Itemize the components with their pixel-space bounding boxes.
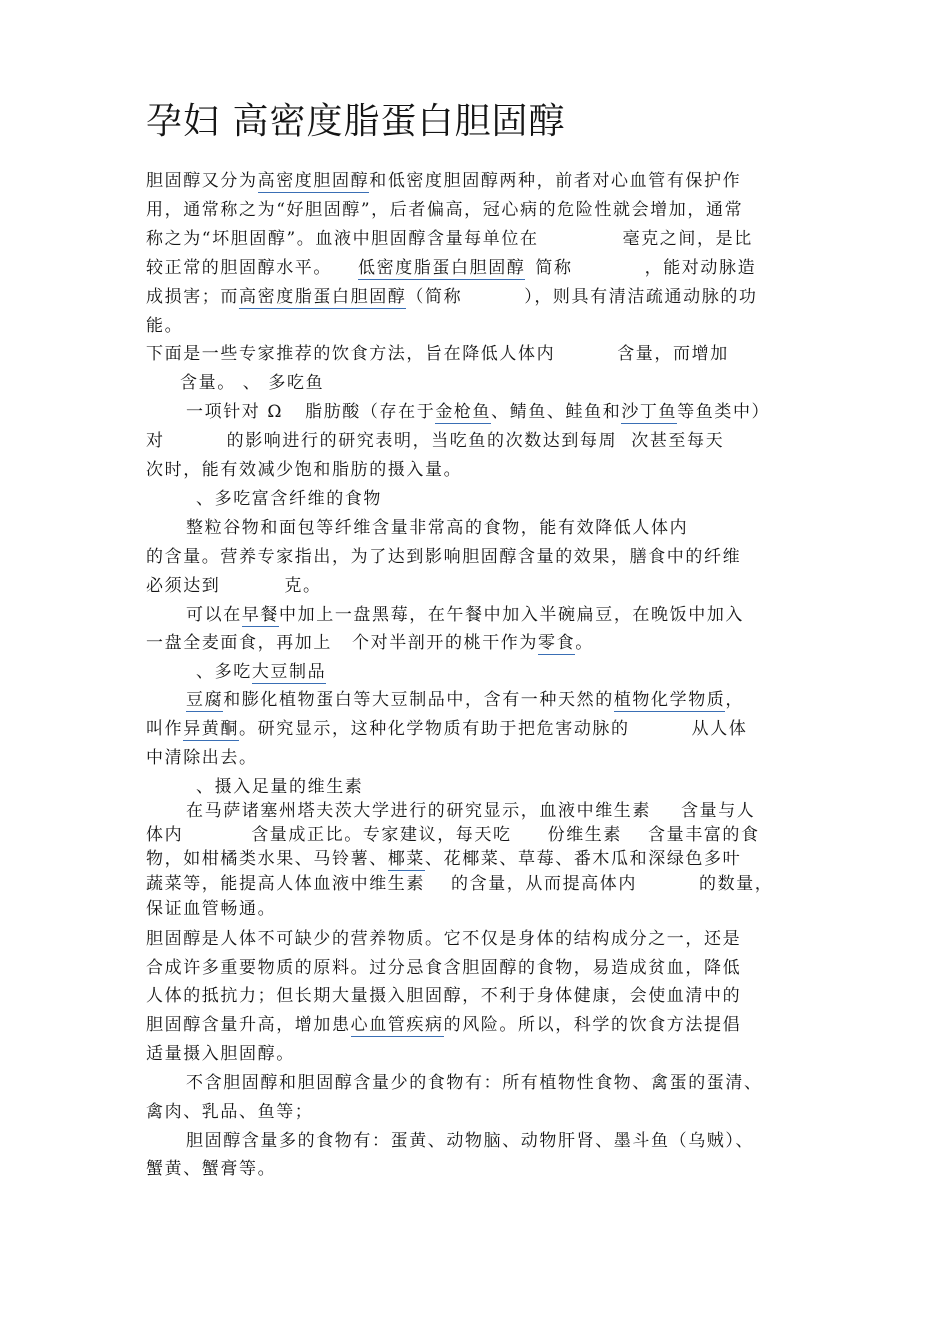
text: 较正常的胆固醇水平。: [146, 258, 332, 278]
section-heading: [196, 661, 860, 683]
paragraph-line: 禽肉、乳品、鱼等；: [146, 1102, 314, 1122]
text: 的影响进行的研究表明，当吃鱼的次数达到每周: [226, 431, 618, 451]
paragraph-line: 的含量。营养专家指出，为了达到影响胆固醇含量的效果，膳食中的纤维: [146, 547, 742, 567]
text: 胆固醇含量升高，增加患: [146, 1015, 351, 1035]
link-cardiovascular-disease[interactable]: 心血管疾病: [350, 1015, 444, 1035]
text: ，: [725, 690, 745, 710]
text: 、多吃: [196, 662, 252, 682]
paragraph-line: 中清除出去。: [146, 748, 258, 768]
paragraph-line: 合成许多重要物质的原料。过分忌食含胆固醇的食物，易造成贫血，降低: [146, 958, 742, 978]
text: （简称: [406, 287, 463, 307]
link-high-density-cholesterol[interactable]: 高密度胆固醇: [257, 171, 370, 191]
text: 份维生素: [547, 825, 623, 845]
text: 一项针对 Ω: [186, 402, 284, 422]
text: 、鲭鱼、鲑鱼和: [491, 402, 622, 422]
paragraph-line: 能。: [146, 316, 184, 336]
text: ，能对动脉造: [644, 258, 757, 278]
text: 的数量，: [699, 874, 774, 894]
paragraph-line: 整粒谷物和面包等纤维含量非常高的食物，能有效降低人体内: [186, 518, 689, 538]
text: 中加上一盘黑莓，在午餐中加入半碗扁豆，在晚饭中加入: [279, 605, 745, 625]
paragraph-line: [186, 401, 850, 423]
text: 从人体: [691, 719, 748, 739]
link-tofu[interactable]: 豆腐: [186, 690, 224, 710]
paragraph-line: 次时，能有效减少饱和脂肪的摄入量。: [146, 460, 463, 480]
link-sardine[interactable]: 沙丁鱼: [621, 402, 678, 422]
text: 含量丰富的食: [648, 825, 760, 845]
paragraph-line: [146, 430, 810, 452]
paragraph-line: [146, 170, 810, 192]
paragraph-line: 胆固醇是人体不可缺少的营养物质。它不仅是身体的结构成分之一，还是: [146, 929, 742, 949]
link-cabbage[interactable]: 椰菜: [387, 849, 426, 869]
paragraph-line: [186, 800, 850, 822]
text: 的含量，从而提高体内: [451, 874, 637, 894]
paragraph-line: 胆固醇含量多的食物有：蛋黄、动物脑、动物肝肾、墨斗鱼（乌贼）、: [186, 1131, 755, 1151]
text: 、花椰菜、草莓、番木瓜和深绿色多叶: [425, 849, 742, 869]
document-title: 孕妇 高密度脂蛋白胆固醇: [146, 101, 566, 142]
paragraph-line: 人体的抵抗力；但长期大量摄入胆固醇，不利于身体健康，会使血清中的: [146, 986, 742, 1006]
text: 和膨化植物蛋白等大豆制品中，含有一种天然的: [223, 690, 614, 710]
paragraph-line: [146, 575, 810, 597]
link-isoflavone[interactable]: 异黄酮: [183, 719, 240, 739]
link-tuna[interactable]: 金枪鱼: [435, 402, 492, 422]
paragraph-line: [146, 718, 810, 740]
text: 胆固醇又分为: [146, 171, 258, 191]
text: 和低密度胆固醇两种，前者对心血管有保护作: [369, 171, 742, 191]
text: 可以在: [186, 605, 242, 625]
link-ldl-cholesterol[interactable]: 低密度脂蛋白胆固醇: [358, 258, 526, 278]
text: 成损害；而: [146, 287, 239, 307]
paragraph-line: [146, 228, 810, 250]
link-soy-products[interactable]: 大豆制品: [251, 662, 327, 682]
text: 叫作: [146, 719, 184, 739]
paragraph-line: 蟹黄、蟹膏等。: [146, 1159, 277, 1179]
paragraph-line: [146, 1014, 810, 1036]
paragraph-line: [146, 632, 810, 654]
text: 的风险。所以，科学的饮食方法提倡: [443, 1015, 742, 1035]
section-heading: 、摄入足量的维生素: [196, 777, 364, 797]
text: 物，如柑橘类水果、马铃薯、: [146, 849, 388, 869]
paragraph-line: [146, 848, 810, 870]
text: 脂肪酸（存在于: [305, 402, 436, 422]
text: 对: [146, 431, 165, 451]
section-heading: 含量。 、 多吃鱼: [180, 373, 325, 393]
text: 一盘全麦面食，再加上: [146, 633, 332, 653]
paragraph-line: [146, 873, 810, 895]
text: 在马萨诸塞州塔夫茨大学进行的研究显示，血液中维生素: [186, 801, 651, 821]
text: 下面是一些专家推荐的饮食方法，旨在降低人体内: [146, 344, 556, 364]
link-phytochemical[interactable]: 植物化学物质: [613, 690, 726, 710]
paragraph-line: [186, 689, 850, 711]
text: 含量与人: [681, 801, 756, 821]
paragraph-line: [146, 257, 810, 279]
paragraph-line: 用，通常称之为“好胆固醇”，后者偏高，冠心病的危险性就会增加，通常: [146, 200, 744, 220]
text: 毫克之间，是比: [622, 229, 753, 249]
text: 称之为“坏胆固醇”。血液中胆固醇含量每单位在: [146, 229, 539, 249]
text: 。研究显示，这种化学物质有助于把危害动脉的: [239, 719, 630, 739]
section-heading: 、多吃富含纤维的食物: [196, 489, 382, 509]
text: 等鱼类中）: [677, 402, 771, 422]
text: 克。: [284, 576, 322, 596]
paragraph-line: 保证血管畅通。: [146, 899, 277, 919]
text: ），则具有清洁疏通动脉的功: [524, 287, 758, 307]
link-hdl-cholesterol[interactable]: 高密度脂蛋白胆固醇: [239, 287, 407, 307]
text: 次甚至每天: [631, 431, 725, 451]
paragraph-line: 不含胆固醇和胆固醇含量少的食物有：所有植物性食物、禽蛋的蛋清、: [186, 1073, 763, 1093]
paragraph-line: [146, 824, 810, 846]
text: 蔬菜等，能提高人体血液中维生素: [146, 874, 425, 894]
text: 含量成正比。专家建议，每天吃: [251, 825, 512, 845]
text: 必须达到: [146, 576, 221, 596]
text: 简称: [535, 258, 573, 278]
paragraph-line: [186, 604, 850, 626]
link-breakfast[interactable]: 早餐: [241, 605, 280, 625]
paragraph-line: [146, 343, 810, 365]
text: 个对半剖开的桃干作为: [352, 633, 538, 653]
text: 体内: [146, 825, 184, 845]
paragraph-line: [146, 286, 810, 308]
link-snack[interactable]: 零食: [538, 633, 576, 653]
text: 。: [575, 633, 594, 653]
text: 含量，而增加: [617, 344, 729, 364]
paragraph-line: 适量摄入胆固醇。: [146, 1044, 295, 1064]
